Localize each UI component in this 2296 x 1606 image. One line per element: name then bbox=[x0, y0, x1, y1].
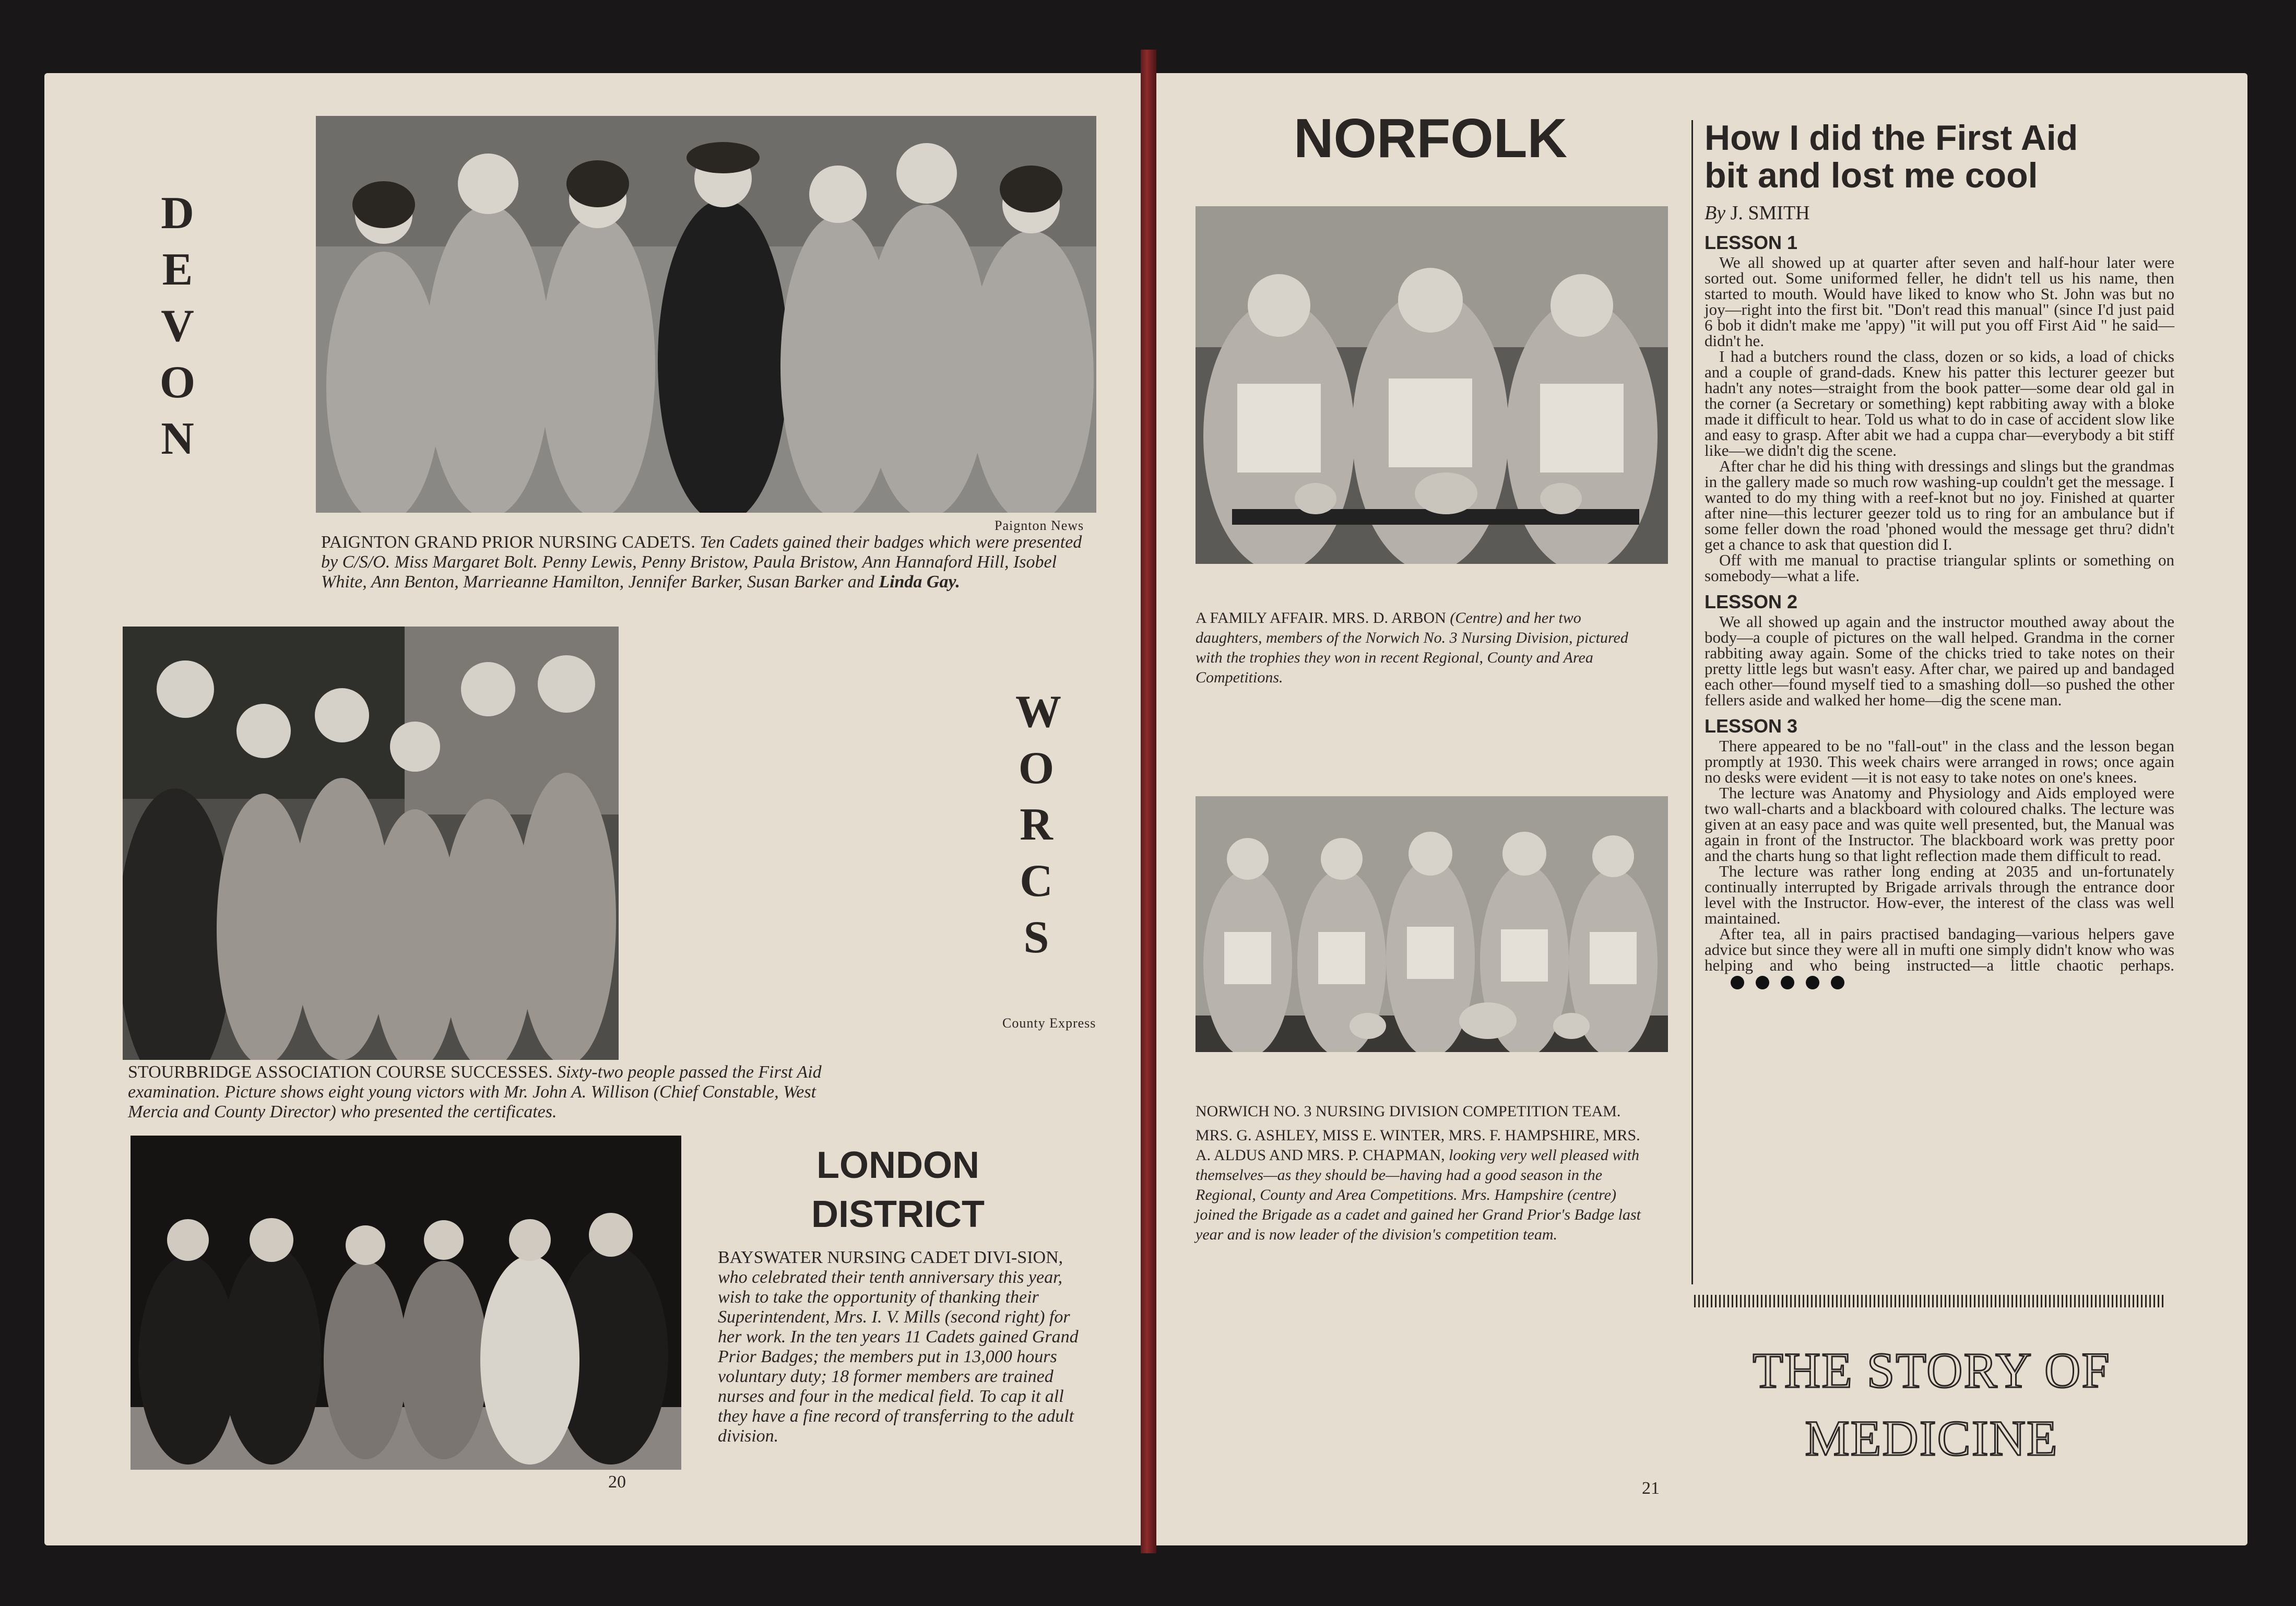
end-dot bbox=[1781, 976, 1794, 989]
story-heading-line2: MEDICINE bbox=[1805, 1410, 2058, 1466]
stourbridge-course-photo bbox=[123, 627, 619, 1060]
paignton-caption-text: Ten Cadets gained their badges which were presented by C/S/O. Miss Margaret Bolt. Penny Lewis, Penny Bristow, Paula Bristow, Ann Hannaford Hill, Isobel White, Ann Benton, Marrieanne Hamilton, Jennifer Barker, Susan Barker and bbox=[321, 533, 1082, 592]
paignton-caption-last-name: Linda Gay. bbox=[879, 572, 960, 592]
bayswater-caption-text: who celebrated their tenth anniversary this year, wish to take the opportunity of thanking their Superintendent, Mrs. I. V. Mills (second right) for her work. In the ten years 11 Cadets gained Grand Prior Badges; the members put in 13,000 hours voluntary duty; 18 former members are trained nurses and four in the medical field. To cap it all they have a fine record of transferring to the adult division. bbox=[718, 1268, 1079, 1446]
devon-letter: E bbox=[162, 244, 193, 295]
lesson-paragraph: We all showed up at quarter after seven and half-hour later were sorted out. Some uniformed feller, he didn't tell us his name, then started to mouth. Would have liked to know who St. John was but no joy—right into the first bit. "Don't read this manual" (since I'd just paid 6 bob it didn't make me 'appy) "it will put you off First Aid " he said—didn't he. bbox=[1705, 253, 2174, 350]
competition-team-caption bbox=[1196, 1102, 1650, 1245]
lesson-3-text bbox=[1705, 738, 2174, 989]
byline-name: J. SMITH bbox=[1730, 202, 1810, 224]
lesson-paragraph bbox=[1705, 926, 2174, 989]
worcs-letter: W bbox=[1015, 687, 1061, 737]
devon-letter: D bbox=[161, 188, 194, 239]
book-spine bbox=[1141, 50, 1156, 1553]
worcs-letter: R bbox=[1020, 799, 1053, 850]
stourbridge-caption-text: Sixty-two people passed the First Aid examination. Picture shows eight young victors with Mr. John A. Willison (Chief Constable, West Mercia and County Director) who presented the certificates. bbox=[128, 1062, 822, 1121]
lesson-2-heading: LESSON 2 bbox=[1705, 591, 1798, 612]
article-title-line2: bit and lost me cool bbox=[1705, 156, 2038, 195]
lesson-1-text bbox=[1705, 255, 2174, 584]
devon-letter: V bbox=[161, 301, 194, 351]
bayswater-caption bbox=[718, 1248, 1094, 1446]
decorative-rule bbox=[1694, 1295, 2164, 1307]
arbon-caption-text: and her two daughters, members of the Norwich No. 3 Nursing Division, pictured with the trophies they won in recent Regional, County and Area Competitions. bbox=[1196, 609, 1628, 686]
lesson-2-text bbox=[1705, 614, 2174, 708]
competition-team-caption-text: looking very well pleased with themselves—as they should be—having had a good season in the Regional, County and Area Competitions. Mrs. Hampshire (centre) joined the Brigade as a cadet and gained her Grand Prior's Badge last year and is now leader of the division's competition team. bbox=[1196, 1147, 1641, 1243]
lesson-paragraph: Off with me manual to practise triangular splints or something on somebody—what a life. bbox=[1705, 551, 2174, 585]
stourbridge-caption-title: STOURBRIDGE ASSOCIATION COURSE SUCCESSES. bbox=[128, 1062, 553, 1082]
devon-vertical-heading bbox=[157, 185, 198, 467]
competition-team-names: MRS. G. ASHLEY, MISS E. WINTER, MRS. F. HAMPSHIRE, MRS. A. ALDUS AND MRS. P. CHAPMAN, bbox=[1196, 1127, 1640, 1164]
london-heading-line1: LONDON bbox=[816, 1144, 979, 1186]
devon-letter: O bbox=[159, 357, 196, 408]
lesson-paragraph: I had a butchers round the class, dozen or so kids, a load of chicks and a couple of grand-dads. Knew his patter this lecturer geezer but hadn't any notes—straight from the book patter—some dear old gal in the corner (a Secretary or something) kept rabbiting away with a bloke made it difficult to hear. Told us what to do in case of accident slow like and easy to grasp. After abit we had a cuppa char—everybody a bit stiff like—we didn't dig the scene. bbox=[1705, 347, 2174, 459]
first-aid-article bbox=[1705, 119, 2174, 989]
arbon-caption-title: A FAMILY AFFAIR. MRS. D. ARBON bbox=[1196, 609, 1446, 627]
worcs-vertical-heading bbox=[1015, 684, 1061, 966]
competition-team-photo bbox=[1196, 796, 1668, 1052]
bayswater-cadets-photo bbox=[131, 1136, 681, 1470]
worcs-letter: O bbox=[1018, 743, 1055, 794]
paignton-photo-credit: Paignton News bbox=[995, 518, 1084, 533]
lesson-paragraph: We all showed up again and the instructor mouthed away about the body—a couple of pictures on the wall helped. Grandma in the corner rabbiting away again. Some of the chicks tried to take notes on their pretty little legs but wasn't easy. After char, we paired up and bandaged each other—found myself tied to a smashing doll—so pushed the other fellers aside and walked her home—dig the scene man. bbox=[1705, 612, 2174, 709]
paignton-caption bbox=[321, 533, 1094, 592]
lesson-paragraph: There appeared to be no "fall-out" in the class and the lesson began promptly at 1930. This week chairs were arranged in rows; once again no desks were evident —it is not easy to take notes on one's knees. bbox=[1705, 737, 2174, 786]
stourbridge-caption bbox=[128, 1062, 859, 1122]
worcs-letter: S bbox=[1023, 912, 1049, 963]
lesson-paragraph: The lecture was Anatomy and Physiology and Aids employed were two wall-charts and a blackboard with coloured chalks. The lecture was given at an easy pace and was quite well presented, but, the Manual was again in front of the Instructor. The blackboard work was pretty poor and the charts hung so that light reflection made them difficult to read. bbox=[1705, 784, 2174, 865]
page-number-left: 20 bbox=[608, 1472, 626, 1492]
lesson-1-heading: LESSON 1 bbox=[1705, 232, 1798, 253]
paignton-cadets-photo bbox=[316, 116, 1096, 513]
paignton-caption-title: PAIGNTON GRAND PRIOR NURSING CADETS. bbox=[321, 533, 695, 552]
page-number-right: 21 bbox=[1642, 1479, 1660, 1498]
lesson-paragraph: The lecture was rather long ending at 2035 and un-fortunately continually interrupted by Brigade arrivals through the entrance door level with the Instructor. How-ever, the interest of the class was well maintained. bbox=[1705, 862, 2174, 927]
lesson-paragraph: After char he did his thing with dressings and slings but the grandmas in the gallery made so much row washing-up couldn't get the message. I wanted to do my thing with a reef-knot but no joy. Finished at quarter after nine—this lecturer geezer told us to ring for an ambulance but if some feller down the road 'phoned would the message get thru? didn't get a chance to ask that question did I. bbox=[1705, 457, 2174, 553]
end-dot bbox=[1831, 976, 1844, 989]
story-heading-line1: THE STORY OF bbox=[1753, 1342, 2111, 1398]
devon-letter: N bbox=[161, 414, 194, 464]
article-title bbox=[1705, 119, 2174, 194]
arbon-caption-centre: (Centre) bbox=[1450, 609, 1502, 627]
arbon-caption bbox=[1196, 608, 1650, 688]
arbon-family-photo bbox=[1196, 206, 1668, 564]
worcs-letter: C bbox=[1020, 856, 1053, 906]
london-heading-line2: DISTRICT bbox=[811, 1194, 985, 1235]
competition-team-caption-title: NORWICH NO. 3 NURSING DIVISION COMPETITION TEAM. bbox=[1196, 1103, 1621, 1120]
end-dot bbox=[1731, 976, 1744, 989]
end-dot bbox=[1756, 976, 1769, 989]
end-dot bbox=[1806, 976, 1819, 989]
end-dots bbox=[1705, 973, 1844, 989]
worcs-photo-credit: County Express bbox=[1002, 1015, 1096, 1031]
article-title-line1: How I did the First Aid bbox=[1705, 118, 2078, 158]
column-divider bbox=[1691, 120, 1693, 1284]
bayswater-caption-title: BAYSWATER NURSING CADET DIVI-SION, bbox=[718, 1248, 1063, 1267]
lesson-3-heading: LESSON 3 bbox=[1705, 715, 1798, 737]
story-of-medicine-heading bbox=[1691, 1337, 2172, 1472]
lesson-last-paragraph: After tea, all in pairs practised bandaging—various helpers gave advice but since they were all in mufti one simply didn't know who was helping and who being instructed—a little chaotic perhaps. bbox=[1705, 925, 2174, 974]
article-byline bbox=[1705, 202, 2174, 225]
byline-prefix: By bbox=[1705, 202, 1726, 224]
norfolk-heading: NORFOLK bbox=[1293, 108, 1568, 169]
london-district-heading bbox=[752, 1141, 1044, 1239]
